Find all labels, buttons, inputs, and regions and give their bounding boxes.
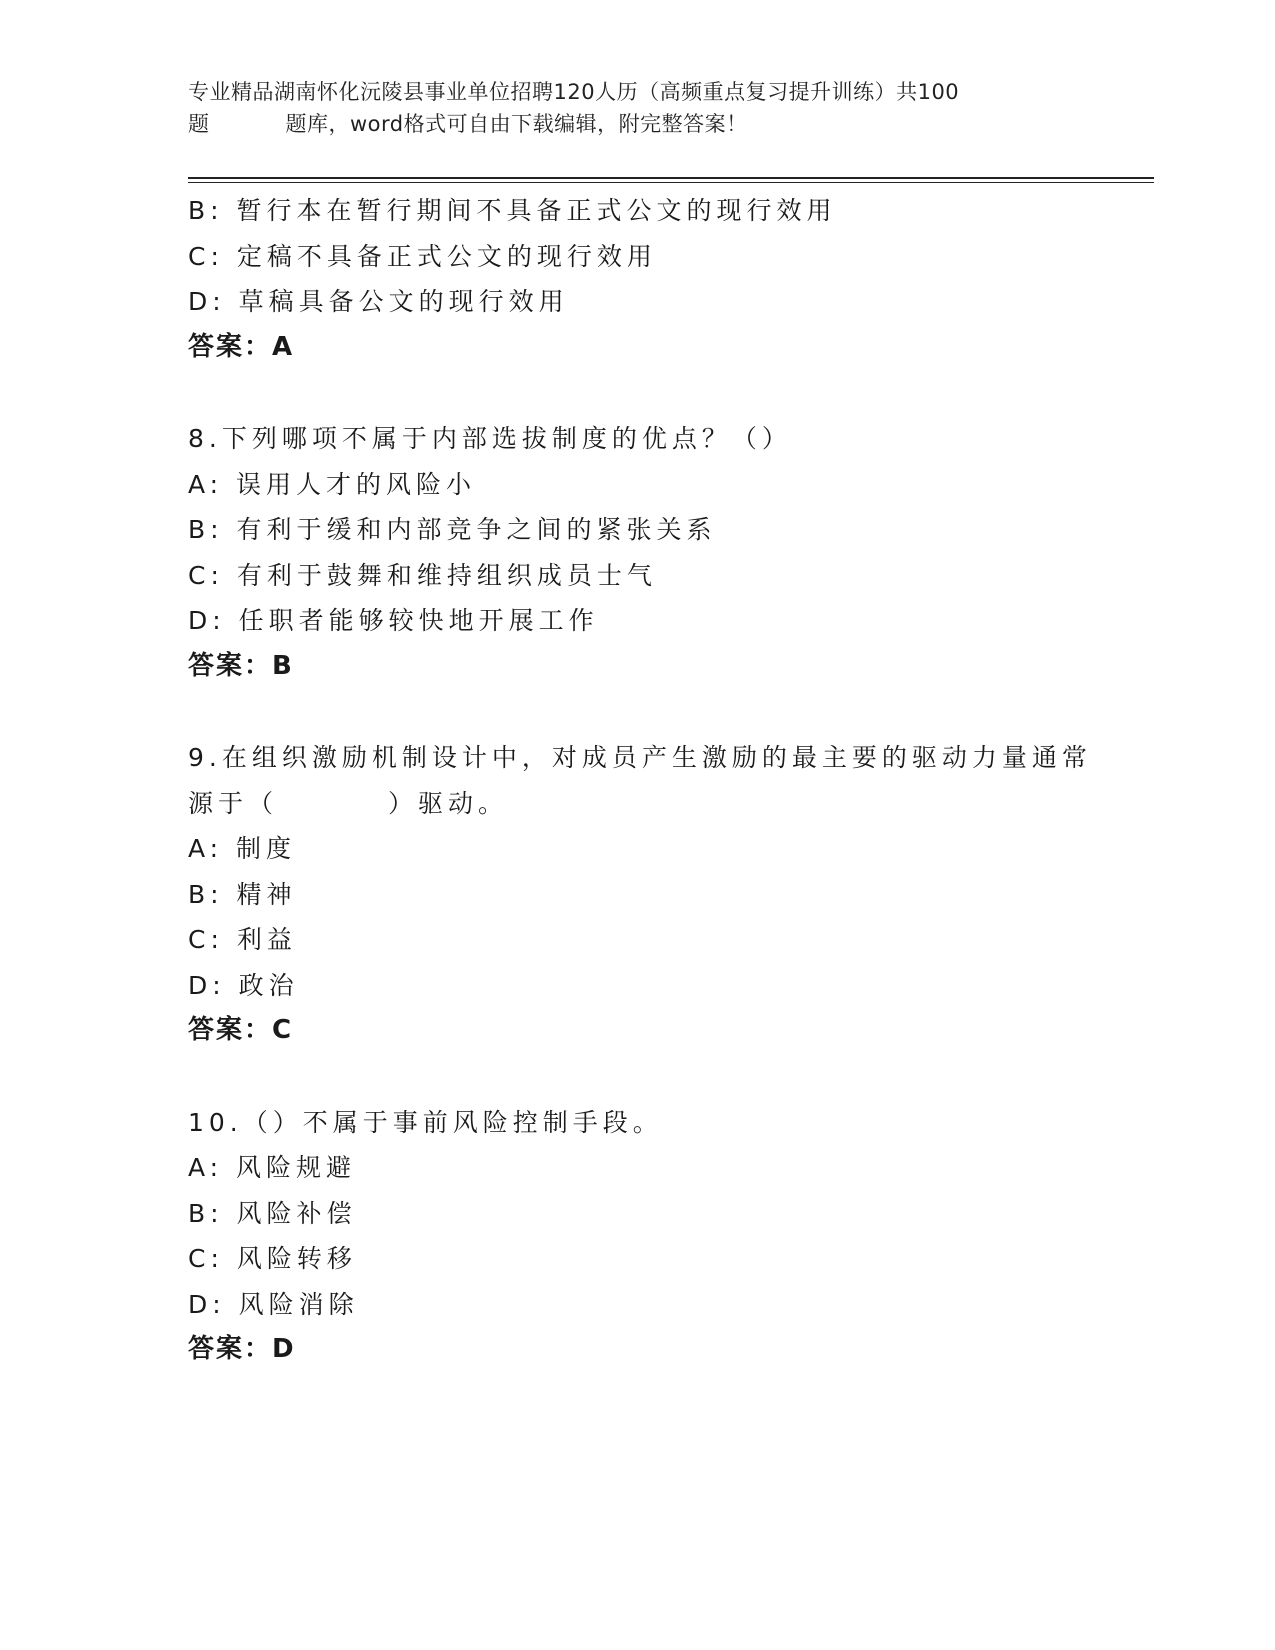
q8-option-c: C: 有利于鼓舞和维持组织成员士气 [188,560,657,590]
q8-option-b: B: 有利于缓和内部竞争之间的紧张关系 [188,515,717,544]
q10-option-b: B: 风险补偿 [188,1198,357,1228]
q10-option-a: A: 风险规避 [188,1153,357,1182]
q8-option-d: D: 任职者能够较快地开展工作 [188,606,599,635]
question-7-tail [188,188,1148,370]
q9-answer: 答案：C [188,1015,294,1045]
header-divider-thick [188,177,1154,179]
q9-option-a: A: 制度 [188,834,297,863]
q7-option-b: B: 暂行本在暂行期间不具备正式公文的现行效用 [188,196,837,225]
q9-question-line-2-end: ）驱动。 [388,788,509,818]
q9-question-line-2-start: 源于（ [188,788,279,818]
document-header [188,76,1088,140]
question-list [188,188,1148,1373]
q9-question-line-2 [188,781,1148,827]
header-line-2-end: 题库，word格式可自由下载编辑，附完整答案！ [285,112,748,136]
q9-option-d: D: 政治 [188,970,299,1000]
q10-answer: 答案：D [188,1334,296,1364]
question-9 [188,735,1148,1054]
q8-answer: 答案：B [188,650,294,681]
q9-option-b: B: 精神 [188,879,297,909]
q8-option-a: A: 误用人才的风险小 [188,469,477,499]
q9-option-c: C: 利益 [188,925,297,954]
header-line-1: 专业精品湖南怀化沅陵县事业单位招聘120人历（高频重点复习提升训练）共100 [188,80,960,104]
q10-option-c: C: 风险转移 [188,1244,357,1273]
header-divider-thin [188,182,1154,183]
q7-option-d: D: 草稿具备公文的现行效用 [188,287,569,316]
header-line-2-start: 题 [188,112,210,136]
q8-question: 8.下列哪项不属于内部选拔制度的优点？（） [188,424,792,453]
q10-option-d: D: 风险消除 [188,1289,359,1319]
question-10 [188,1100,1148,1373]
header-line-2 [188,108,1088,140]
q7-option-c: C: 定稿不具备正式公文的现行效用 [188,241,657,271]
q7-answer: 答案：A [188,331,295,362]
q9-question-line-1: 9.在组织激励机制设计中，对成员产生激励的最主要的驱动力量通常 [188,743,1092,772]
question-8 [188,416,1148,689]
q10-question: 10.（）不属于事前风险控制手段。 [188,1107,663,1137]
